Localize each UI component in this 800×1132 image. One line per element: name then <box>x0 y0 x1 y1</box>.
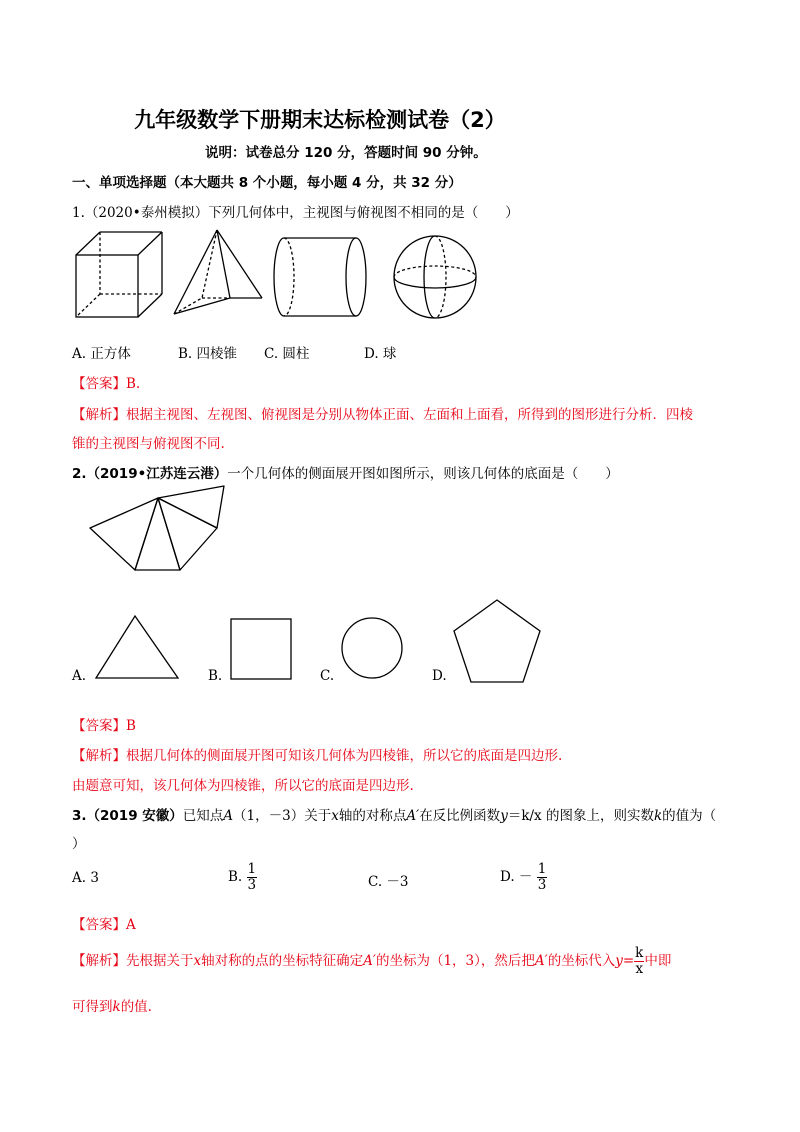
q3-stem-close: ） <box>72 836 86 852</box>
q3-option-b-label: B. <box>228 868 243 885</box>
section-heading: 一、单项选择题（本大题共 8 个小题，每小题 4 分，共 32 分） <box>72 175 462 191</box>
q2-stem-text: 一个几何体的侧面展开图如图所示，则该几何体的底面是（ ） <box>227 466 619 482</box>
q2-analysis-line-1: 【解析】根据几何体的侧面展开图可知该几何体为四棱锥，所以它的底面是四边形. <box>72 748 563 764</box>
q3-analysis-part: 的坐标代入 <box>547 952 616 969</box>
q3-option-b-fraction <box>247 862 258 893</box>
q1-option-b: B. 四棱锥 <box>178 346 238 362</box>
q1-sphere-figure <box>392 234 478 320</box>
fraction-denominator: 3 <box>247 876 257 893</box>
q3-analysis-var-k: k <box>112 999 121 1015</box>
q3-option-c: C. －3 <box>368 874 409 890</box>
q3-point-a-prime: A′ <box>406 808 420 824</box>
q3-analysis-part: 的坐标为（1，3），然后把 <box>375 952 535 969</box>
fraction-denominator: x <box>635 960 644 977</box>
q3-stem-part: ＝k/x 的图象上，则实数 <box>507 808 654 824</box>
q1-analysis-line-1: 【解析】根据主视图、左视图、俯视图是分别从物体正面、左面和上面看，所得到的图形进行分析．四棱 <box>72 407 693 423</box>
q3-analysis-fraction <box>634 946 644 977</box>
q3-analysis-line-1 <box>72 946 671 977</box>
q2-pentagon-option <box>452 598 542 684</box>
q3-stem-part: （1，－3）关于 <box>233 808 332 824</box>
q3-stem-part: 轴的对称点 <box>338 808 407 824</box>
page-title: 九年级数学下册期末达标检测试卷（2） <box>134 108 506 132</box>
q3-point-a: A <box>223 808 234 824</box>
fraction-numerator: 1 <box>537 861 547 877</box>
exam-instructions: 说明：试卷总分 120 分，答题时间 90 分钟。 <box>205 145 487 161</box>
q1-stem: 1.（2020•泰州模拟）下列几何体中，主视图与俯视图不相同的是（ ） <box>72 205 519 221</box>
fraction-numerator: 1 <box>247 861 257 877</box>
q2-stem <box>72 462 619 482</box>
q2-option-d: D. <box>432 668 447 684</box>
q3-answer: 【答案】A <box>72 917 136 933</box>
q3-var-k: k <box>653 808 663 824</box>
q1-cylinder-figure <box>272 236 368 318</box>
q3-stem-part: 已知点 <box>182 808 224 824</box>
q2-option-c: C. <box>320 668 335 684</box>
q2-circle-option <box>340 616 404 680</box>
q3-analysis-var-x: x <box>193 952 202 969</box>
q3-analysis-part: 【解析】先根据关于 <box>72 952 194 969</box>
q2-option-b: B. <box>208 668 223 684</box>
q3-analysis-part: 中即 <box>644 952 672 969</box>
q3-var-y: y <box>500 808 508 824</box>
q2-analysis-line-2: 由题意可知，该几何体为四棱锥，所以它的底面是四边形. <box>72 778 414 794</box>
q1-pyramid-figure <box>172 228 266 320</box>
q2-triangle-option <box>94 614 180 680</box>
q3-option-b <box>228 862 257 893</box>
q3-stem-part: 的值为（ <box>662 808 717 824</box>
q3-analysis-part: 可得到 <box>72 999 113 1015</box>
fraction-denominator: 3 <box>537 876 547 893</box>
q2-option-a: A. <box>72 668 87 684</box>
q3-analysis-var-y: y <box>615 952 623 969</box>
q1-option-d: D. 球 <box>364 346 397 362</box>
q3-analysis-part: 轴对称的点的坐标特征确定 <box>201 952 364 969</box>
q3-stem-part: 在反比例函数 <box>419 808 501 824</box>
q3-analysis-equals: = <box>622 952 635 969</box>
q2-source: 2.（2019•江苏连云港） <box>72 466 228 482</box>
q2-answer: 【答案】B <box>72 718 136 734</box>
q3-var-x: x <box>331 808 339 824</box>
q2-net-figure <box>88 484 228 572</box>
q1-answer: 【答案】B. <box>72 376 141 392</box>
q3-option-d-fraction <box>537 862 548 893</box>
fraction-numerator: k <box>635 945 644 961</box>
q1-cube-figure <box>74 230 164 320</box>
q1-option-a: A. 正方体 <box>72 346 131 362</box>
q2-square-option <box>230 618 292 680</box>
q1-option-c: C. 圆柱 <box>264 346 310 362</box>
q3-analysis-point: A′ <box>363 952 376 969</box>
q3-analysis-part: 的值. <box>120 999 152 1015</box>
q3-option-d-label: D. － <box>500 868 533 885</box>
q1-analysis-line-2: 锥的主视图与俯视图不同. <box>72 436 225 452</box>
q3-option-d <box>500 862 547 893</box>
q3-analysis-point: A′ <box>534 952 548 969</box>
q3-analysis-line-2 <box>72 995 152 1015</box>
q3-source: 3.（2019 安徽） <box>72 808 183 824</box>
q3-option-a: A. 3 <box>72 870 99 886</box>
q3-stem <box>72 804 716 824</box>
